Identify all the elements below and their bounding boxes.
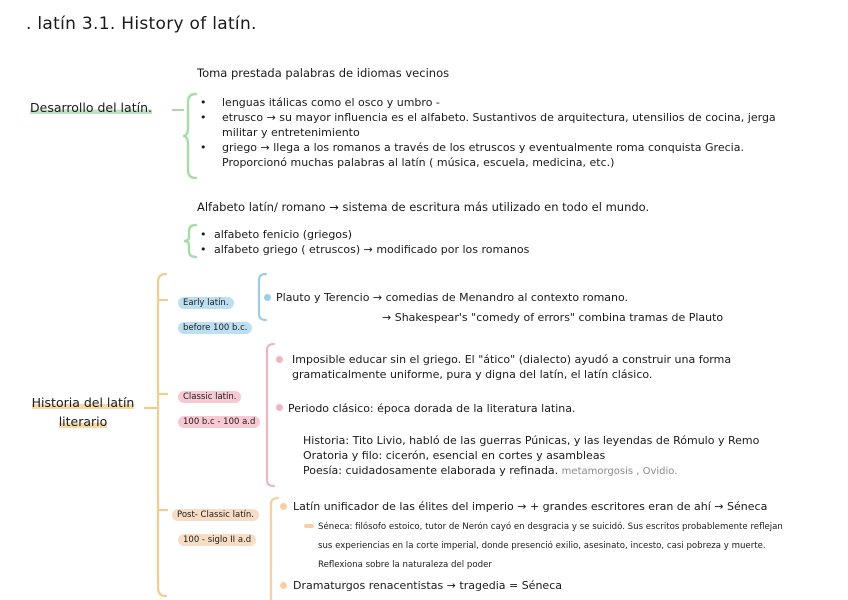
loan-bullet-list — [200, 95, 840, 170]
list-item: • alfabeto griego ( etruscos) → modificado por los romanos — [200, 243, 530, 256]
seneca-details: Séneca: filósofo estoico, tutor de Nerón cayó en desgracia y se suicidó. Sus escritos probablemente reflejan sus experiencias en la corte imperial, donde presenció exilio, asesinato, incesto, casi pobreza y muerte. Reflexiona sobre la naturaleza del poder — [318, 522, 783, 570]
list-item: Poesía: cuidadosamente elaborada y refinada. metamorgosis , Ovidio. — [303, 464, 678, 477]
early-line-2: → Shakespear's "comedy of errors" combina tramas de Plauto — [382, 311, 724, 324]
historia-label: Historia del latín literario — [31, 395, 135, 429]
desarrollo-label: Desarrollo del latín. — [30, 100, 152, 115]
classic-point-1: Imposible educar sin el griego. El "ático" (dialecto) ayudó a construir una forma gramaticalmente uniforme, pura y digna del latín, el latín clásico. — [292, 353, 732, 381]
classic-bullet-icon — [276, 356, 283, 363]
alphabet-bullet-list — [200, 227, 529, 257]
list-item: • alfabeto fenicio (griegos) — [200, 228, 353, 241]
early-line-1: Plauto y Terencio → comedias de Menandro al contexto romano. — [276, 291, 629, 304]
classic-point-2: Periodo clásico: época dorada de la literatura latina. — [288, 402, 576, 415]
classic-bullet-icon — [276, 404, 283, 411]
alphabet-heading: Alfabeto latín/ romano → sistema de escritura más utilizado en todo el mundo. — [197, 200, 650, 214]
list-item-continuation: militar y entretenimiento — [222, 126, 360, 139]
list-item: • griego → llega a los romanos a través de los etruscos y eventualmente roma conquista Grecia. — [200, 141, 744, 154]
dash-icon — [304, 524, 314, 528]
handwritten-note: metamorgosis , Ovidio. — [561, 466, 678, 477]
loan-heading: Toma prestada palabras de idiomas vecinos — [197, 66, 450, 80]
list-item: • lenguas itálicas como el osco y umbro - — [200, 96, 440, 109]
list-item: • etrusco → su mayor influencia es el alfabeto. Sustantivos de arquitectura, utensilios de cocina, jerga — [200, 111, 776, 124]
classic-sub-list — [303, 433, 759, 479]
post-classic-latin-tag: Post- Classic latín. 100 - siglo II a.d — [172, 502, 259, 546]
peach-bracket-icon — [266, 496, 280, 600]
post-bullet-icon — [280, 503, 287, 510]
early-latin-tag: Early latín. before 100 b.c. — [178, 290, 252, 334]
post-point-2: Dramaturgos renacentistas → tragedia = Séneca — [293, 579, 562, 592]
green-brace-icon — [182, 92, 198, 180]
list-item-continuation: Proporcionó muchas palabras al latín ( música, escuela, medicina, etc.) — [222, 156, 615, 169]
early-bullet-icon — [264, 294, 271, 301]
green-brace-small-icon — [182, 223, 198, 259]
page-title: . latín 3.1. History of latín. — [26, 14, 257, 34]
post-bullet-icon — [280, 582, 287, 589]
list-item: Oratoria y filo: cicerón, esencial en cortes y asambleas — [303, 449, 606, 462]
yellow-bracket-icon — [140, 270, 170, 600]
list-item: Historia: Tito Livio, habló de las guerras Púnicas, y las leyendas de Rómulo y Remo — [303, 434, 760, 447]
post-point-1: Latín unificador de las élites del imperio → + grandes escritores eran de ahí → Séneca — [293, 500, 768, 513]
classic-latin-tag: Classic latín. 100 b.c - 100 a.d — [178, 384, 260, 428]
pink-bracket-icon — [262, 342, 276, 488]
